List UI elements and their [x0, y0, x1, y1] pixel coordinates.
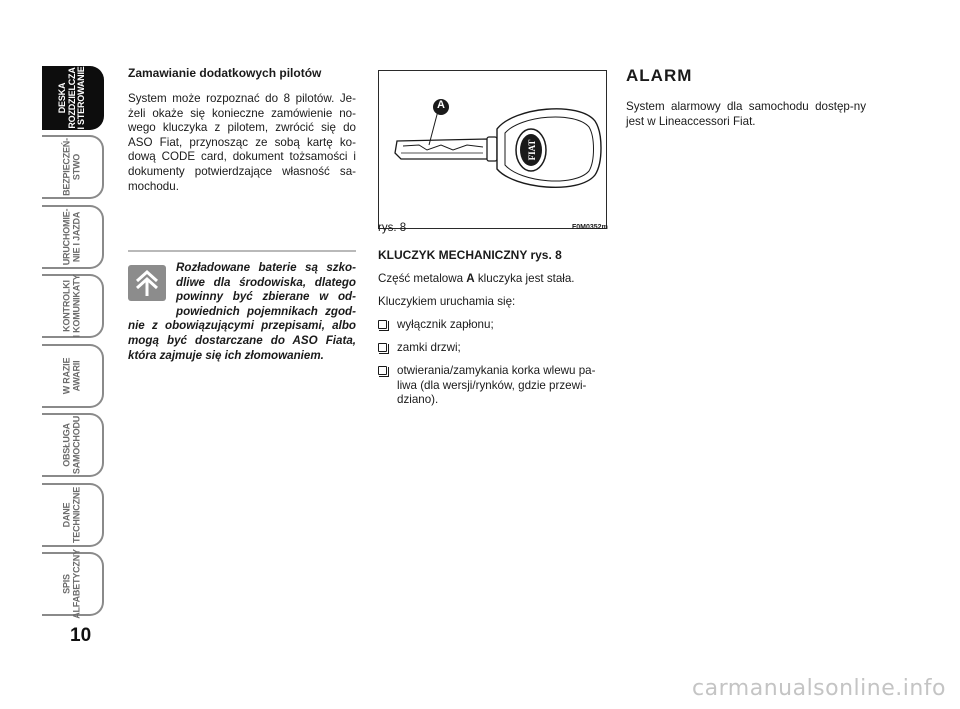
page-number: 10	[70, 625, 92, 646]
watermark: carmanualsonline.info	[692, 676, 946, 701]
tab-label-line: OBSŁUGA	[61, 423, 72, 467]
alarm-title: ALARM	[626, 66, 693, 85]
tab-label-line: SPIS	[61, 574, 72, 594]
tab-label-line: TECHNICZNE	[71, 487, 81, 543]
right-column	[626, 66, 866, 129]
tab-label	[63, 275, 82, 338]
list-item	[378, 364, 608, 407]
tab-label-line: STWO	[71, 153, 81, 181]
text-fragment: kluczyka jest stała.	[474, 272, 575, 285]
note-text: Rozładowane baterie są szko-dliwe dla środowiska, dlatego powinny być zbierane w od-powiednich pojemnikach zgod-nie z obowiązującymi przepisami, albo mogą być dostarczane do ASO Fiata, która zajmuje się ich złomowaniem.	[128, 261, 356, 362]
text-fragment: Część metalowa	[378, 272, 467, 285]
chapter-tabs	[42, 66, 108, 622]
body-paragraph: System może rozpoznać do 8 pilotów. Je-żeli okaże się konieczne zamówienie no-wego kluczyka z pilotem, zwrócić się do ASO Fiat, przynosząc ze sobą kartę ko-dową CODE card, dokument tożsamości i dokumenty potwierdzające własność sa-mochodu.	[128, 92, 356, 193]
tab-bezpieczenstwo[interactable]	[42, 135, 104, 199]
tab-label-line: DANE	[61, 502, 72, 528]
section-heading: KLUCZYK MECHANICZNY rys. 8	[378, 248, 562, 262]
tab-uruchomienie-i-jazda[interactable]	[42, 205, 104, 269]
tab-label	[63, 416, 82, 474]
tab-spis-alfabetyczny[interactable]	[42, 549, 104, 619]
divider	[128, 250, 356, 252]
key-usage-list	[378, 318, 608, 407]
tab-w-razie-awarii[interactable]	[42, 344, 104, 408]
left-column	[128, 66, 356, 194]
part-letter: A	[466, 272, 475, 285]
list-item	[378, 341, 608, 355]
checkbox-bullet-icon	[378, 366, 387, 375]
figure-label-a: A	[437, 99, 445, 111]
tab-kontrolki-i-komunikaty[interactable]	[42, 274, 104, 338]
tab-label-line: NIE I JAZDA	[71, 211, 81, 263]
tab-label	[63, 209, 82, 266]
tab-deska-rozdzielcza[interactable]	[42, 66, 104, 130]
section-heading: Zamawianie dodatkowych pilotów	[128, 66, 322, 80]
tab-label-line: AWARII	[71, 360, 81, 392]
tab-label	[63, 487, 82, 543]
recycle-chevrons-icon	[128, 265, 166, 301]
tab-label-line: I STEROWANIE	[75, 66, 86, 130]
figure-code: F0M0352m	[572, 224, 608, 231]
tab-label	[63, 358, 82, 395]
key-usage-intro: Kluczykiem uruchamia się:	[378, 295, 516, 308]
fiat-logo-lettering: FIAT	[527, 139, 537, 161]
list-item-text: wyłącznik zapłonu;	[397, 318, 494, 331]
tab-label	[63, 549, 82, 619]
tab-label-line: W RAZIE	[61, 357, 72, 395]
tab-label-line: I KOMUNIKATY	[71, 274, 81, 338]
tab-label-line: BEZPIECZEŃ-	[61, 138, 72, 196]
checkbox-bullet-icon	[378, 320, 387, 329]
key-figure	[378, 70, 607, 229]
tab-label-line: DESKA	[56, 82, 67, 114]
tab-dane-techniczne[interactable]	[42, 483, 104, 547]
tab-label-line: KONTROLKI	[61, 280, 72, 332]
figure-caption: rys. 8	[378, 222, 407, 234]
recycle-chevrons-icon-glyph	[128, 265, 166, 301]
tab-label-line: URUCHOMIE-	[61, 208, 72, 266]
key-illustration	[379, 71, 606, 228]
key-metal-part-line	[378, 272, 608, 285]
checkbox-bullet-icon	[378, 343, 387, 352]
tab-obsluga-samochodu[interactable]	[42, 413, 104, 477]
body-paragraph: System alarmowy dla samochodu dostęp-ny jest w Lineaccessori Fiat.	[626, 100, 866, 128]
tab-label	[58, 66, 87, 129]
tab-label-line: SAMOCHODU	[71, 415, 81, 475]
middle-column	[378, 248, 608, 416]
tab-label-line: ROZDZIELCZA	[66, 67, 77, 129]
list-item-text: otwierania/zamykania korka wlewu pa-liwa (dla wersji/rynków, gdzie przewi-dziano).	[397, 364, 596, 406]
list-item-text: zamki drzwi;	[397, 341, 461, 355]
tab-label	[63, 138, 82, 196]
tab-label-line: ALFABETYCZNY	[71, 549, 81, 619]
list-item	[378, 318, 608, 332]
environment-note	[128, 250, 356, 363]
